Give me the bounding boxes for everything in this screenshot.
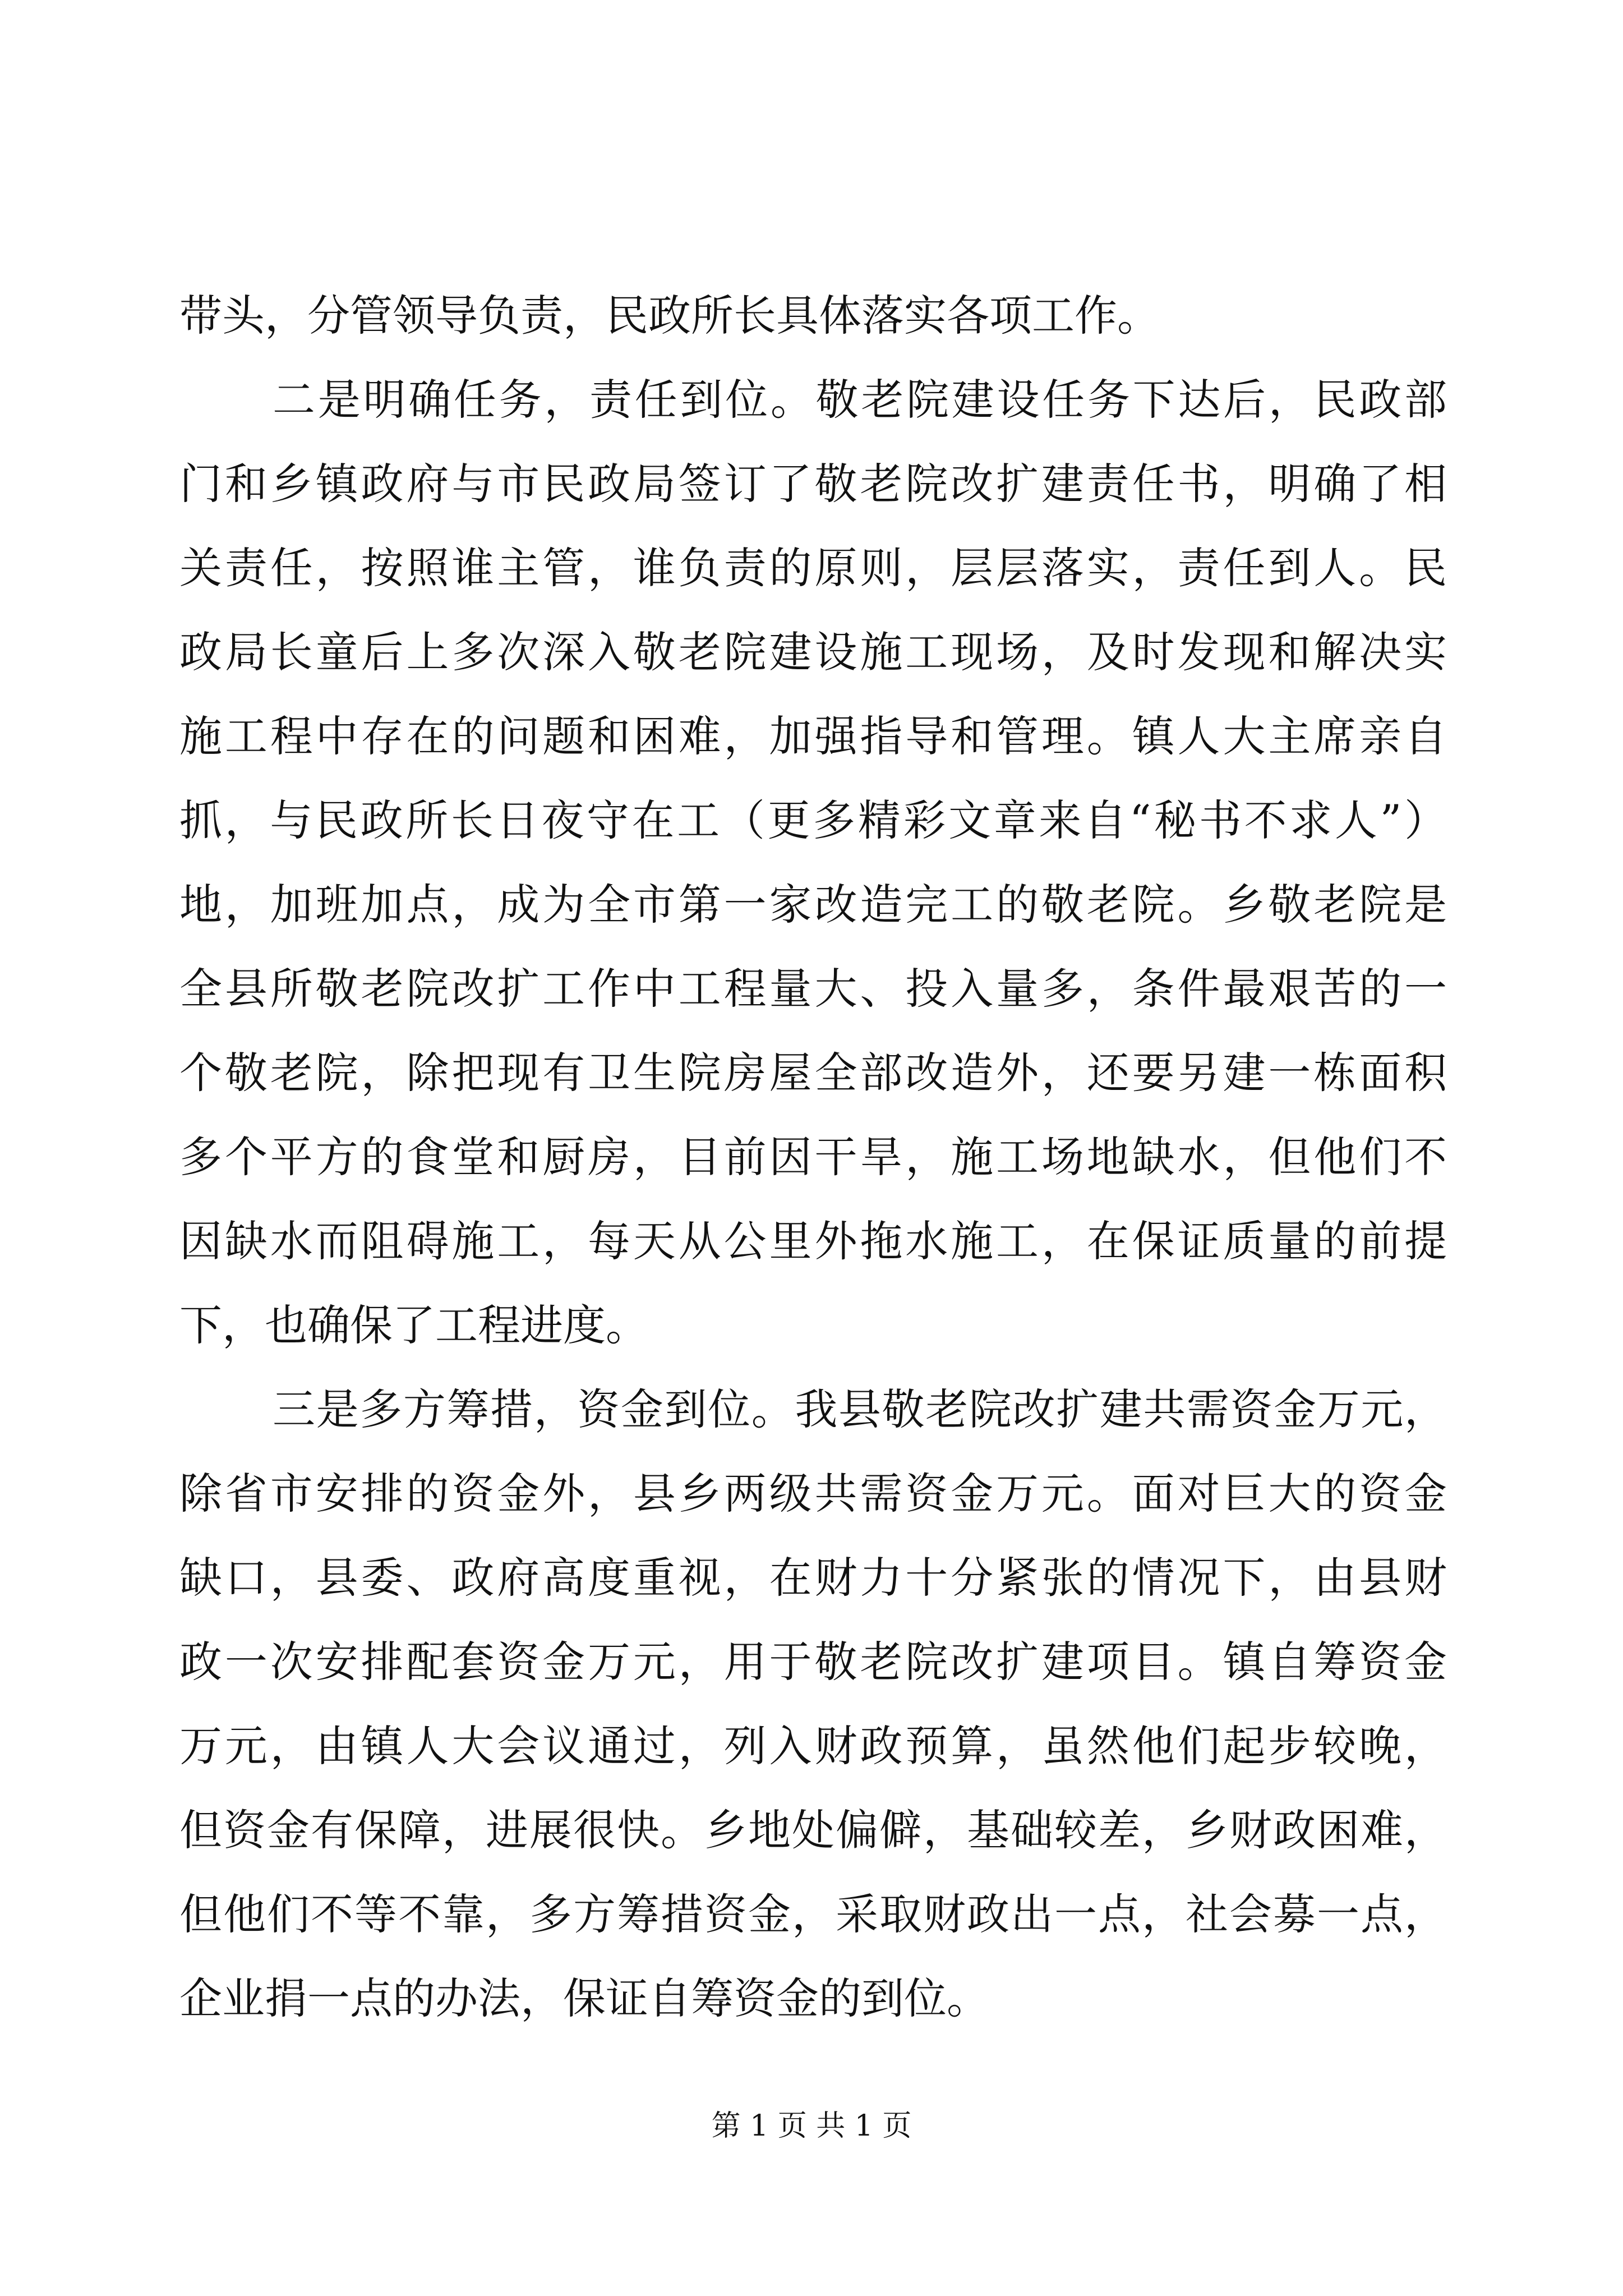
text-line: 施工程中存在的问题和困难，加强指导和管理。镇人大主席亲自 [179, 711, 1447, 761]
text-line: 因缺水而阻碍施工，每天从公里外拖水施工，在保证质量的前提 [179, 1216, 1447, 1266]
body-text [179, 274, 1447, 2041]
page-footer: 第 1 页 共 1 页 [711, 2109, 912, 2143]
text-line: 企业捐一点的办法，保证自筹资金的到位。 [179, 1973, 989, 2023]
text-line: 政一次安排配套资金万元，用于敬老院改扩建项目。镇自筹资金 [179, 1637, 1447, 1687]
text-line: 缺口，县委、政府高度重视，在财力十分紧张的情况下，由县财 [179, 1553, 1447, 1603]
text-line: 抓，与民政所长日夜守在工（更多精彩文章来自“秘书不求人”） [179, 795, 1447, 845]
text-line: 地，加班加点，成为全市第一家改造完工的敬老院。乡敬老院是 [179, 880, 1447, 930]
text-line: 政局长童后上多次深入敬老院建设施工现场，及时发现和解决实 [179, 627, 1447, 677]
text-line: 三是多方筹措，资金到位。我县敬老院改扩建共需资金万元， [273, 1384, 1447, 1434]
text-line: 个敬老院，除把现有卫生院房屋全部改造外，还要另建一栋面积 [179, 1048, 1447, 1098]
text-line: 但他们不等不靠，多方筹措资金，采取财政出一点，社会募一点， [179, 1889, 1447, 1939]
text-line: 带头，分管领导负责，民政所长具体落实各项工作。 [179, 291, 1160, 341]
text-line: 关责任，按照谁主管，谁负责的原则，层层落实，责任到人。民 [179, 543, 1447, 593]
text-line: 除省市安排的资金外，县乡两级共需资金万元。面对巨大的资金 [179, 1469, 1447, 1519]
text-line: 二是明确任务，责任到位。敬老院建设任务下达后，民政部 [273, 375, 1447, 425]
text-line: 但资金有保障，进展很快。乡地处偏僻，基础较差，乡财政困难， [179, 1805, 1447, 1855]
text-line: 多个平方的食堂和厨房，目前因干旱，施工场地缺水，但他们不 [179, 1132, 1447, 1182]
text-line: 全县所敬老院改扩工作中工程量大、投入量多，条件最艰苦的一 [179, 964, 1447, 1014]
text-line: 万元，由镇人大会议通过，列入财政预算，虽然他们起步较晚， [179, 1721, 1447, 1771]
text-line: 门和乡镇政府与市民政局签订了敬老院改扩建责任书，明确了相 [179, 459, 1447, 509]
text-line: 下，也确保了工程进度。 [179, 1300, 648, 1350]
